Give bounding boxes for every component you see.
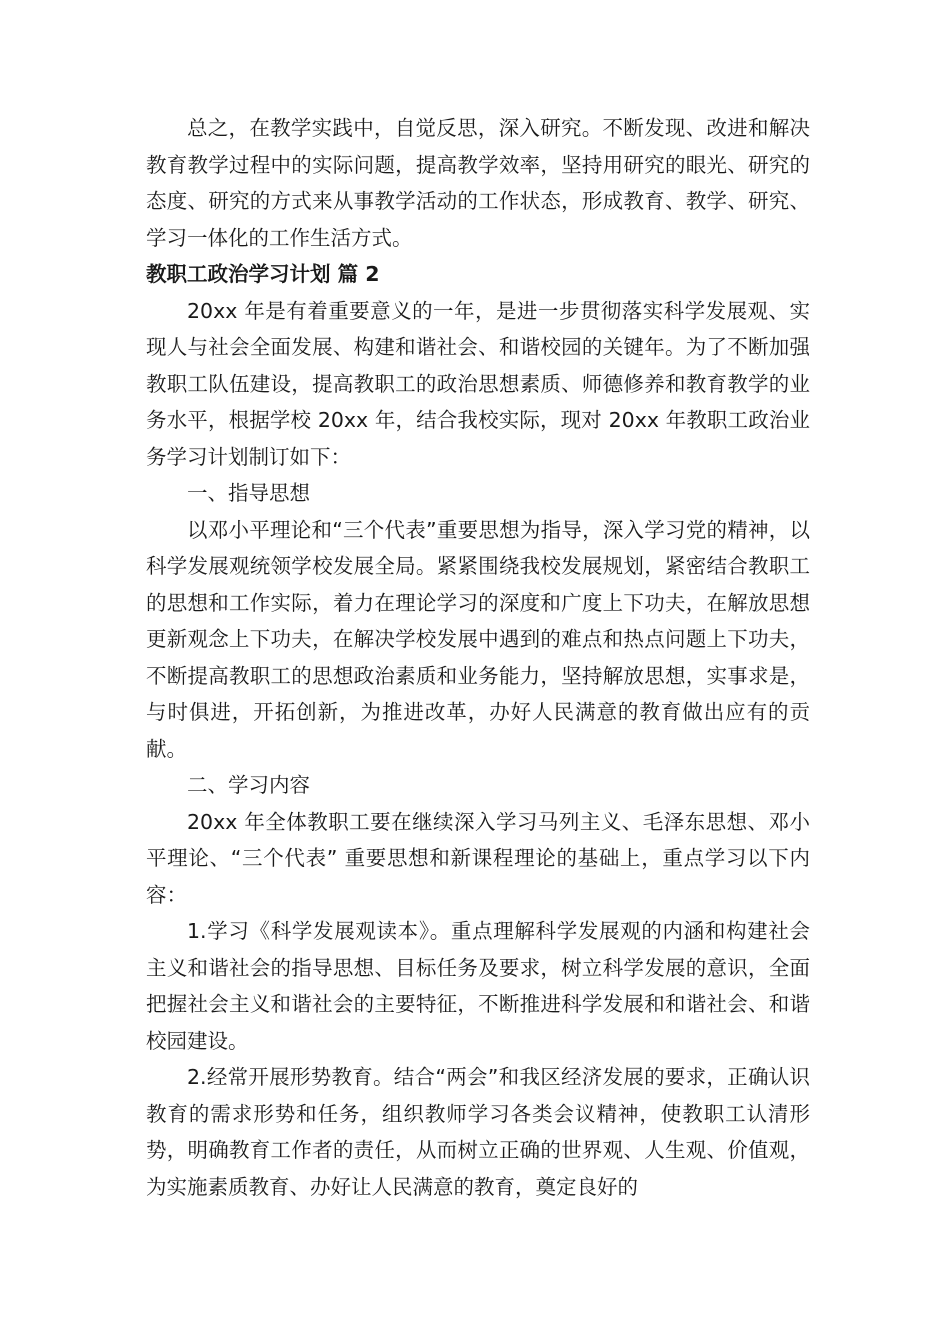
subheading-study-content: 二、学习内容 <box>187 773 310 797</box>
document-body <box>146 110 810 1205</box>
paragraph-background: 20xx 年是有着重要意义的一年，是进一步贯彻落实科学发展观、实现人与社会全面发展、构建和谐社会、和谐校园的关键年。为了不断加强教职工队伍建设，提高教职工的政治思想素质、师德修养和教育教学的业务水平，根据学校 20xx 年，结合我校实际，现对 20xx 年教职工政治业务学习计划制订如下： <box>146 298 810 469</box>
intro-paragraph: 总之，在教学实践中，自觉反思，深入研究。不断发现、改进和解决教育教学过程中的实际问题，提高教学效率，坚持用研究的眼光、研究的态度、研究的方式来从事教学活动的工作状态，形成教育、教学、研究、学习一体化的工作生活方式。 <box>146 116 810 250</box>
subheading-guiding-thought: 一、指导思想 <box>187 481 310 505</box>
list-item-2: 2.经常开展形势教育。结合“两会”和我区经济发展的要求，正确认识教育的需求形势和任务，组织教师学习各类会议精神，使教职工认清形势，明确教育工作者的责任，从而树立正确的世界观、人生观、价值观，为实施素质教育、办好让人民满意的教育，奠定良好的 <box>146 1065 810 1199</box>
list-item-1: 1.学习《科学发展观读本》。重点理解科学发展观的内涵和构建社会主义和谐社会的指导思想、目标任务及要求，树立科学发展的意识，全面把握社会主义和谐社会的主要特征，不断推进科学发展和和谐社会、和谐校园建设。 <box>146 919 810 1053</box>
paragraph-study-content: 20xx 年全体教职工要在继续深入学习马列主义、毛泽东思想、邓小平理论、“三个代表” 重要思想和新课程理论的基础上，重点学习以下内容： <box>146 809 810 907</box>
section-title: 教职工政治学习计划 篇 2 <box>146 262 380 286</box>
paragraph-guiding-thought: 以邓小平理论和“三个代表”重要思想为指导，深入学习党的精神，以科学发展观统领学校发展全局。紧紧围绕我校发展规划，紧密结合教职工的思想和工作实际，着力在理论学习的深度和广度上下功夫，在解放思想更新观念上下功夫，在解决学校发展中遇到的难点和热点问题上下功夫，不断提高教职工的思想政治素质和业务能力，坚持解放思想，实事求是，与时俱进，开拓创新，为推进改革，办好人民满意的教育做出应有的贡献。 <box>146 517 810 761</box>
